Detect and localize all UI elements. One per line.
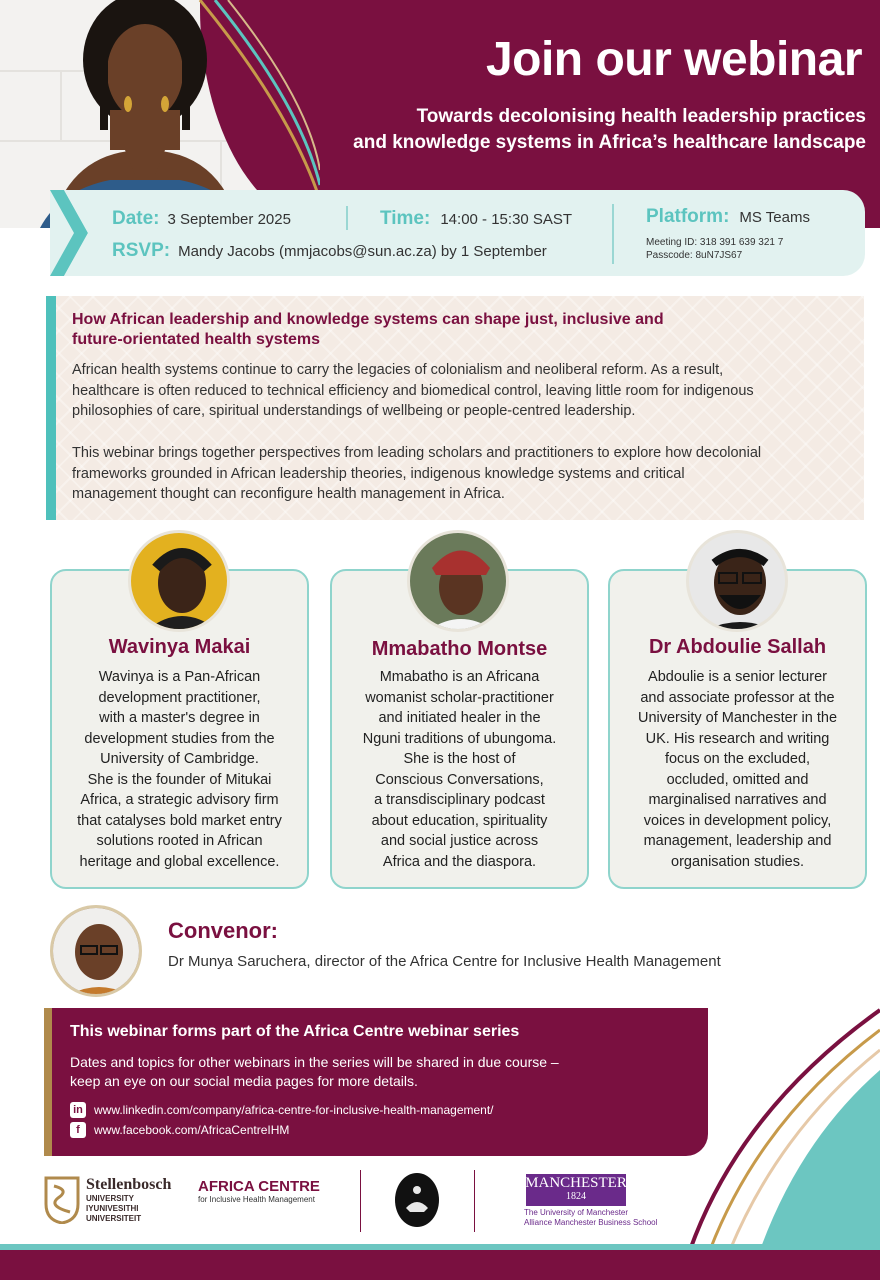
intro-paragraph-1: African health systems continue to carry the legacies of colonialism and neoliberal reform. As a result, healthcare is often reduced to technical efficiency and biomedical control, leaving little room for indigenous philosophies of care, spiritual understandings of wellbeing or people-centred leadership. bbox=[72, 362, 754, 419]
speaker-bio: Abdoulie is a senior lecturer and associate professor at the University of Manchester in the UK. His research and writing focus on the excluded, occluded, omitted and marginalised narratives and voices in development policy, management, leadership and organisation studies. bbox=[637, 669, 838, 870]
rsvp-row bbox=[112, 240, 547, 262]
time-value: 14:00 - 15:30 SAST bbox=[440, 211, 573, 228]
speaker-name: Wavinya Makai bbox=[108, 636, 251, 658]
linkedin-icon: in bbox=[70, 1102, 86, 1118]
series-text: Dates and topics for other webinars in the series will be shared in due course – keep an eye on our social media pages for more details. bbox=[70, 1054, 559, 1089]
intro-paragraph-2: This webinar brings together perspectives from leading scholars and practitioners to explore how decolonial frameworks grounded in African leadership theories, indigenous knowledge systems and critical management thought can reconfigure health management in Africa. bbox=[72, 445, 762, 502]
stellenbosch-logo: Stellenbosch UNIVERSITY IYUNIVESITHI UNIVERSITEIT bbox=[86, 1176, 172, 1223]
manchester-school-name: The University of Manchester Alliance Manchester Business School bbox=[524, 1208, 658, 1227]
speaker-name: Mmabatho Montse bbox=[371, 638, 548, 660]
facebook-link-row[interactable] bbox=[70, 1122, 289, 1138]
speaker-name: Dr Abdoulie Sallah bbox=[648, 636, 827, 658]
page-title: Join our webinar bbox=[485, 33, 862, 86]
passcode: Passcode: 8uN7JS67 bbox=[646, 250, 743, 261]
page-subtitle: Towards decolonising health leadership practices and knowledge systems in Africa’s healthcare landscape bbox=[353, 106, 866, 153]
manchester-logo: MANCHESTER 1824 bbox=[526, 1174, 626, 1206]
platform-label: Platform: bbox=[646, 206, 730, 227]
intro-heading: How African leadership and knowledge systems can shape just, inclusive and future-orientated health systems bbox=[72, 311, 664, 348]
decorative-arcs-bottom bbox=[680, 990, 880, 1250]
meeting-credentials bbox=[646, 236, 783, 262]
divider bbox=[612, 204, 614, 264]
platform-value: MS Teams bbox=[739, 209, 810, 226]
series-accent-bar bbox=[44, 1008, 52, 1156]
linkedin-url[interactable]: www.linkedin.com/company/africa-centre-for-inclusive-health-management/ bbox=[94, 1103, 494, 1117]
rsvp-value: Mandy Jacobs (mmjacobs@sun.ac.za) by 1 September bbox=[178, 243, 547, 260]
rsvp-label: RSVP: bbox=[112, 240, 171, 261]
divider bbox=[346, 206, 348, 230]
meditation-emblem-icon bbox=[394, 1172, 440, 1228]
date-value: 3 September 2025 bbox=[167, 211, 291, 228]
chevron-decoration-icon bbox=[50, 190, 94, 276]
event-details-bar bbox=[50, 190, 865, 276]
facebook-url[interactable]: www.facebook.com/AfricaCentreIHM bbox=[94, 1123, 290, 1137]
linkedin-link-row[interactable] bbox=[70, 1102, 494, 1118]
africa-centre-logo: AFRICA CENTRE for Inclusive Health Management bbox=[198, 1178, 320, 1204]
footer-stripe-maroon bbox=[0, 1250, 880, 1280]
time-label: Time: bbox=[380, 208, 431, 229]
platform-row bbox=[646, 206, 810, 228]
facebook-icon: f bbox=[70, 1122, 86, 1138]
speaker-avatar bbox=[128, 530, 230, 632]
logo-divider bbox=[474, 1170, 475, 1232]
convenor-avatar bbox=[50, 905, 142, 997]
series-heading: This webinar forms part of the Africa Centre webinar series bbox=[70, 1023, 520, 1040]
logo-divider bbox=[360, 1170, 361, 1232]
intro-accent-bar bbox=[46, 296, 56, 520]
speaker-avatar bbox=[686, 530, 788, 632]
date-label: Date: bbox=[112, 208, 160, 229]
convenor-text: Dr Munya Saruchera, director of the Africa Centre for Inclusive Health Management bbox=[168, 953, 721, 970]
speaker-avatar bbox=[407, 530, 509, 632]
speaker-bio: Mmabatho is an Africana womanist scholar-practitioner and initiated healer in the Nguni traditions of ubungoma. She is the host of Conscious Conversations, a transdisciplinary podcast about education, spirituality and social justice across Africa and the diaspora. bbox=[362, 669, 557, 870]
speaker-bio: Wavinya is a Pan-African development practitioner, with a master's degree in development studies from the University of Cambridge. She is the founder of Mitukai Africa, a strategic advisory firm that catalyses bold market entry solutions rooted in African heritage and global excellence. bbox=[77, 669, 282, 870]
stellenbosch-crest-icon bbox=[44, 1176, 80, 1224]
convenor-heading: Convenor: bbox=[168, 918, 278, 943]
date-row bbox=[112, 208, 291, 230]
time-row bbox=[380, 208, 572, 230]
meeting-id: Meeting ID: 318 391 639 321 7 bbox=[646, 237, 784, 248]
